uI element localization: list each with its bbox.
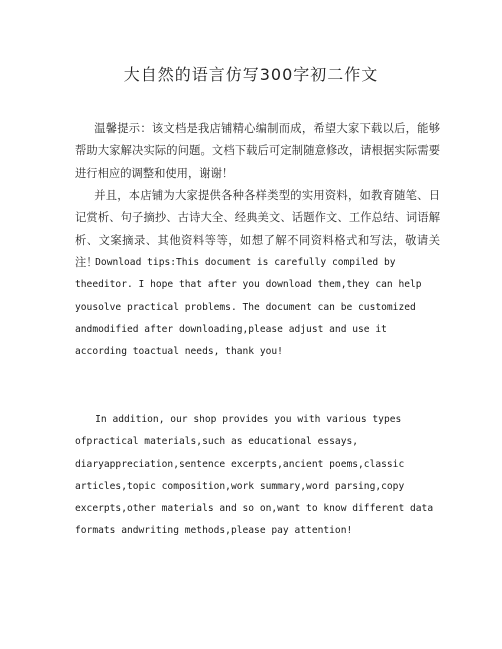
shop-paragraph-en: In addition, our shop provides you with various types ofpractical materials,such as educational essays, diaryappreciation,sentence excerpts,ancient poems,classic articles,topic composition,work summary,word parsing,copy excerpts,other materials and so on,want to know different data formats andwriting methods,please pay attention! (75, 414, 434, 537)
shop-paragraph-cn: 并且，本店铺为大家提供各种各样类型的实用资料，如教育随笔、日记赏析、句子摘抄、古诗大全、经典美文、话题作文、工作总结、词语解析、文案摘录、其他资料等等，如想了解不同资料格式和写法，敬请关注！ (75, 189, 440, 269)
tip-paragraph-cn: 温馨提示：该文档是我店铺精心编制而成，希望大家下载以后，能够帮助大家解决实际的问题。文档下载后可定制随意修改，请根据实际需要进行相应的调整和使用，谢谢！ (75, 122, 440, 180)
tip-paragraph-en: Download tips:This document is carefully compiled by theeditor. I hope that after you download them,they can help yousolve practical problems. The document can be customized andmodified after downloading,please adjust and use it according toactual needs, thank you! (75, 257, 422, 358)
document-title: 大自然的语言仿写300字初二作文 (123, 65, 379, 84)
